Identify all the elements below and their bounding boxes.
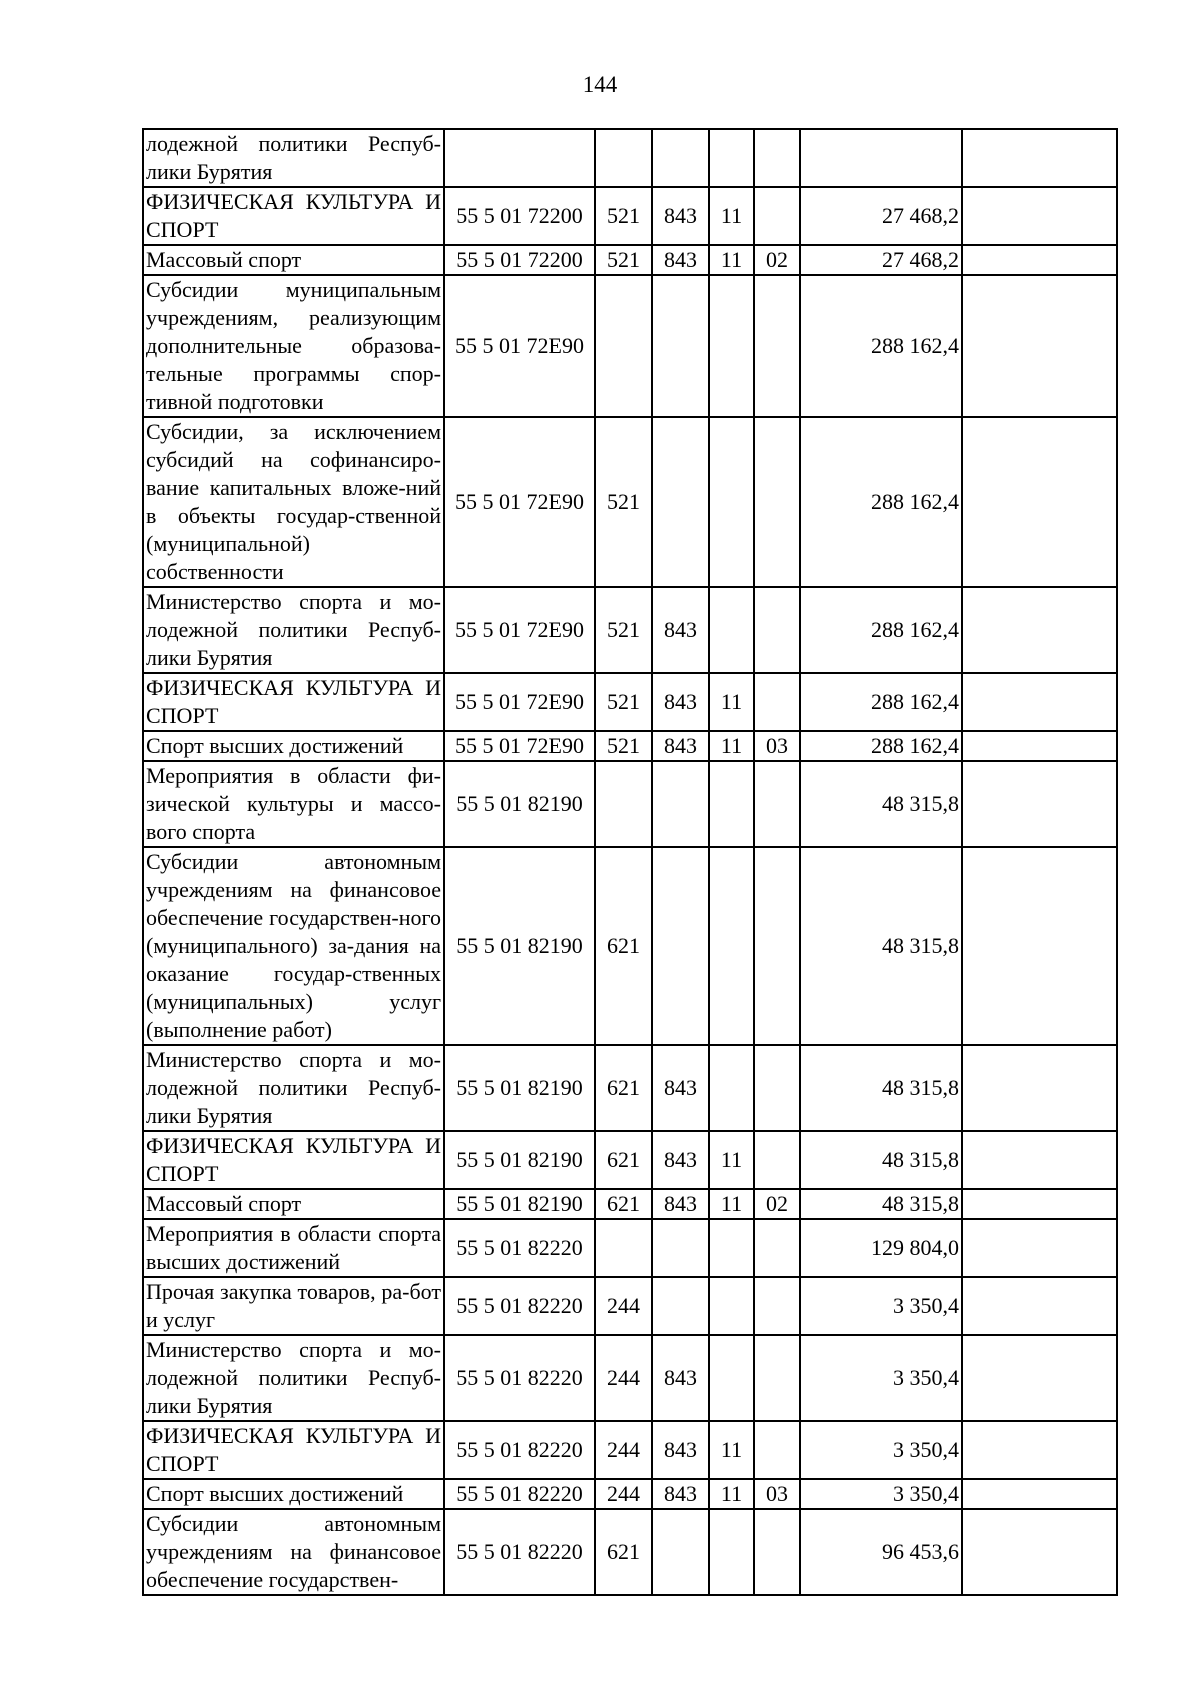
expense-type-cell: 621: [595, 1189, 652, 1219]
table-row: [143, 1189, 1117, 1219]
ministry-code-cell: 843: [652, 1045, 709, 1131]
subsection-cell: [754, 1219, 800, 1277]
table-body: [143, 129, 1117, 1595]
expense-type-cell: 621: [595, 1131, 652, 1189]
section-cell: 11: [709, 1189, 754, 1219]
target-code-cell: 55 5 01 82220: [444, 1335, 595, 1421]
row-name-cell: ФИЗИЧЕСКАЯ КУЛЬТУРА И СПОРТ: [143, 187, 444, 245]
section-cell: 11: [709, 245, 754, 275]
expense-type-cell: 244: [595, 1277, 652, 1335]
subsection-cell: [754, 1277, 800, 1335]
table-row: [143, 187, 1117, 245]
subsection-cell: [754, 275, 800, 417]
row-name-cell: Массовый спорт: [143, 245, 444, 275]
section-cell: 11: [709, 673, 754, 731]
amount-cell: [800, 129, 962, 187]
empty-cell: [962, 187, 1117, 245]
table-row: [143, 761, 1117, 847]
section-cell: [709, 587, 754, 673]
section-cell: [709, 417, 754, 587]
section-cell: [709, 1277, 754, 1335]
target-code-cell: 55 5 01 82190: [444, 1131, 595, 1189]
amount-cell: 288 162,4: [800, 587, 962, 673]
empty-cell: [962, 761, 1117, 847]
row-name-cell: Субсидии муниципальным учреждениям, реализующим дополнительные образова-тельные программы спор-тивной подготовки: [143, 275, 444, 417]
target-code-cell: 55 5 01 72Е90: [444, 417, 595, 587]
amount-cell: 3 350,4: [800, 1421, 962, 1479]
target-code-cell: 55 5 01 72Е90: [444, 275, 595, 417]
ministry-code-cell: [652, 847, 709, 1045]
subsection-cell: [754, 1045, 800, 1131]
expense-type-cell: 521: [595, 417, 652, 587]
ministry-code-cell: 843: [652, 731, 709, 761]
row-name-cell: ФИЗИЧЕСКАЯ КУЛЬТУРА И СПОРТ: [143, 1131, 444, 1189]
expense-type-cell: 621: [595, 847, 652, 1045]
expense-type-cell: 521: [595, 673, 652, 731]
target-code-cell: 55 5 01 82220: [444, 1277, 595, 1335]
row-name-cell: лодежной политики Респуб-лики Бурятия: [143, 129, 444, 187]
expense-type-cell: [595, 1219, 652, 1277]
amount-cell: 48 315,8: [800, 1131, 962, 1189]
row-name-cell: Министерство спорта и мо-лодежной политики Респуб-лики Бурятия: [143, 1045, 444, 1131]
table-row: [143, 129, 1117, 187]
empty-cell: [962, 731, 1117, 761]
table-row: [143, 1509, 1117, 1595]
empty-cell: [962, 1045, 1117, 1131]
ministry-code-cell: [652, 417, 709, 587]
empty-cell: [962, 1509, 1117, 1595]
empty-cell: [962, 1421, 1117, 1479]
page-number: 144: [582, 72, 618, 97]
amount-cell: 96 453,6: [800, 1509, 962, 1595]
row-name-cell: Министерство спорта и мо-лодежной политики Респуб-лики Бурятия: [143, 587, 444, 673]
amount-cell: 48 315,8: [800, 761, 962, 847]
table-row: [143, 1131, 1117, 1189]
ministry-code-cell: 843: [652, 1189, 709, 1219]
row-name-cell: Субсидии автономным учреждениям на финансовое обеспечение государствен-: [143, 1509, 444, 1595]
row-name-cell: ФИЗИЧЕСКАЯ КУЛЬТУРА И СПОРТ: [143, 673, 444, 731]
ministry-code-cell: [652, 761, 709, 847]
subsection-cell: [754, 417, 800, 587]
table-row: [143, 417, 1117, 587]
empty-cell: [962, 1335, 1117, 1421]
section-cell: [709, 1335, 754, 1421]
table-row: [143, 245, 1117, 275]
empty-cell: [962, 587, 1117, 673]
amount-cell: 288 162,4: [800, 417, 962, 587]
target-code-cell: 55 5 01 82220: [444, 1509, 595, 1595]
row-name-cell: Мероприятия в области спорта высших достижений: [143, 1219, 444, 1277]
table-row: [143, 275, 1117, 417]
amount-cell: 27 468,2: [800, 187, 962, 245]
ministry-code-cell: 843: [652, 1335, 709, 1421]
expense-type-cell: 244: [595, 1335, 652, 1421]
expense-type-cell: 621: [595, 1045, 652, 1131]
amount-cell: 48 315,8: [800, 847, 962, 1045]
subsection-cell: [754, 1131, 800, 1189]
section-cell: [709, 1509, 754, 1595]
amount-cell: 288 162,4: [800, 275, 962, 417]
section-cell: [709, 275, 754, 417]
ministry-code-cell: 843: [652, 673, 709, 731]
amount-cell: 27 468,2: [800, 245, 962, 275]
row-name-cell: Мероприятия в области фи-зической культуры и массо-вого спорта: [143, 761, 444, 847]
amount-cell: 129 804,0: [800, 1219, 962, 1277]
subsection-cell: [754, 1509, 800, 1595]
target-code-cell: 55 5 01 82190: [444, 1045, 595, 1131]
subsection-cell: [754, 1335, 800, 1421]
amount-cell: 288 162,4: [800, 673, 962, 731]
ministry-code-cell: [652, 1277, 709, 1335]
empty-cell: [962, 673, 1117, 731]
table-row: [143, 1479, 1117, 1509]
ministry-code-cell: [652, 275, 709, 417]
empty-cell: [962, 1277, 1117, 1335]
section-cell: 11: [709, 1479, 754, 1509]
row-name-cell: Спорт высших достижений: [143, 1479, 444, 1509]
row-name-cell: Субсидии автономным учреждениям на финансовое обеспечение государствен-ного (муниципального) за-дания на оказание государ-ственных (муниципальных) услуг (выполнение работ): [143, 847, 444, 1045]
empty-cell: [962, 275, 1117, 417]
ministry-code-cell: 843: [652, 587, 709, 673]
expense-type-cell: 521: [595, 731, 652, 761]
subsection-cell: [754, 847, 800, 1045]
table-row: [143, 1277, 1117, 1335]
expense-type-cell: [595, 761, 652, 847]
expense-type-cell: 621: [595, 1509, 652, 1595]
empty-cell: [962, 245, 1117, 275]
section-cell: [709, 847, 754, 1045]
expense-type-cell: 244: [595, 1421, 652, 1479]
expense-type-cell: 244: [595, 1479, 652, 1509]
empty-cell: [962, 847, 1117, 1045]
subsection-cell: 02: [754, 245, 800, 275]
subsection-cell: 03: [754, 731, 800, 761]
target-code-cell: 55 5 01 82220: [444, 1421, 595, 1479]
expense-type-cell: [595, 129, 652, 187]
target-code-cell: 55 5 01 72200: [444, 245, 595, 275]
amount-cell: 3 350,4: [800, 1335, 962, 1421]
empty-cell: [962, 417, 1117, 587]
expense-type-cell: 521: [595, 245, 652, 275]
amount-cell: 48 315,8: [800, 1189, 962, 1219]
subsection-cell: [754, 129, 800, 187]
table-row: [143, 847, 1117, 1045]
row-name-cell: Министерство спорта и мо-лодежной политики Респуб-лики Бурятия: [143, 1335, 444, 1421]
budget-table: [142, 128, 1118, 1596]
section-cell: 11: [709, 1421, 754, 1479]
ministry-code-cell: 843: [652, 1131, 709, 1189]
empty-cell: [962, 1219, 1117, 1277]
subsection-cell: [754, 1421, 800, 1479]
section-cell: [709, 129, 754, 187]
ministry-code-cell: [652, 1509, 709, 1595]
target-code-cell: 55 5 01 72Е90: [444, 731, 595, 761]
ministry-code-cell: 843: [652, 245, 709, 275]
ministry-code-cell: [652, 1219, 709, 1277]
target-code-cell: 55 5 01 72Е90: [444, 587, 595, 673]
row-name-cell: ФИЗИЧЕСКАЯ КУЛЬТУРА И СПОРТ: [143, 1421, 444, 1479]
target-code-cell: 55 5 01 72200: [444, 187, 595, 245]
target-code-cell: 55 5 01 82190: [444, 847, 595, 1045]
expense-type-cell: 521: [595, 587, 652, 673]
empty-cell: [962, 1189, 1117, 1219]
section-cell: 11: [709, 187, 754, 245]
row-name-cell: Прочая закупка товаров, ра-бот и услуг: [143, 1277, 444, 1335]
amount-cell: 288 162,4: [800, 731, 962, 761]
expense-type-cell: [595, 275, 652, 417]
table-row: [143, 587, 1117, 673]
table-row: [143, 1219, 1117, 1277]
table-row: [143, 1045, 1117, 1131]
target-code-cell: 55 5 01 82220: [444, 1479, 595, 1509]
ministry-code-cell: 843: [652, 187, 709, 245]
ministry-code-cell: 843: [652, 1421, 709, 1479]
table-row: [143, 1335, 1117, 1421]
amount-cell: 48 315,8: [800, 1045, 962, 1131]
target-code-cell: 55 5 01 82190: [444, 761, 595, 847]
table-row: [143, 731, 1117, 761]
subsection-cell: [754, 761, 800, 847]
target-code-cell: [444, 129, 595, 187]
table-row: [143, 1421, 1117, 1479]
ministry-code-cell: 843: [652, 1479, 709, 1509]
target-code-cell: 55 5 01 82220: [444, 1219, 595, 1277]
section-cell: [709, 1219, 754, 1277]
subsection-cell: [754, 587, 800, 673]
target-code-cell: 55 5 01 82190: [444, 1189, 595, 1219]
subsection-cell: [754, 187, 800, 245]
amount-cell: 3 350,4: [800, 1479, 962, 1509]
amount-cell: 3 350,4: [800, 1277, 962, 1335]
ministry-code-cell: [652, 129, 709, 187]
row-name-cell: Субсидии, за исключением субсидий на софинансиро-вание капитальных вложе-ний в объекты государ-ственной (муниципальной) собственности: [143, 417, 444, 587]
expense-type-cell: 521: [595, 187, 652, 245]
empty-cell: [962, 1479, 1117, 1509]
section-cell: [709, 761, 754, 847]
subsection-cell: 03: [754, 1479, 800, 1509]
row-name-cell: Спорт высших достижений: [143, 731, 444, 761]
empty-cell: [962, 1131, 1117, 1189]
section-cell: [709, 1045, 754, 1131]
table-row: [143, 673, 1117, 731]
target-code-cell: 55 5 01 72Е90: [444, 673, 595, 731]
section-cell: 11: [709, 1131, 754, 1189]
subsection-cell: [754, 673, 800, 731]
subsection-cell: 02: [754, 1189, 800, 1219]
row-name-cell: Массовый спорт: [143, 1189, 444, 1219]
empty-cell: [962, 129, 1117, 187]
section-cell: 11: [709, 731, 754, 761]
